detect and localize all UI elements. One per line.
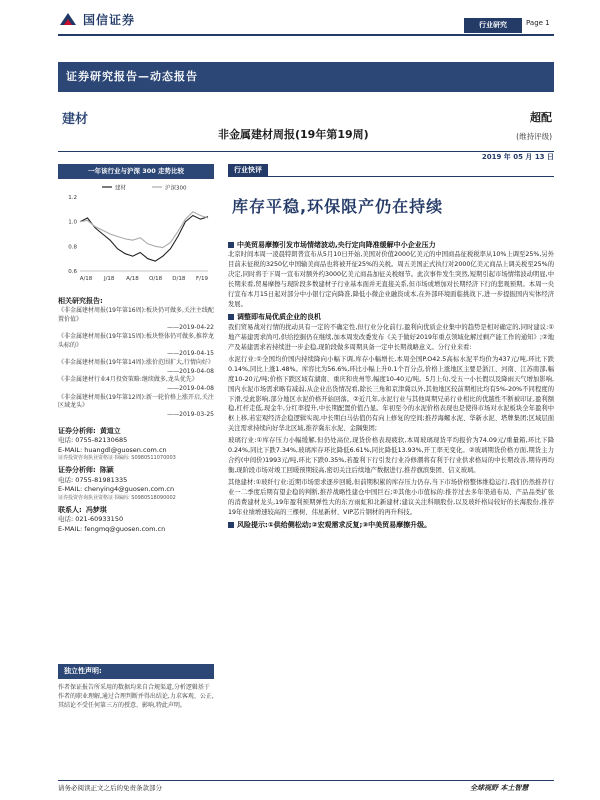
related-report-date: ——2019-03-25	[167, 411, 214, 419]
related-reports-list	[58, 307, 214, 420]
section-heading: 风险提示:①供给侧松动;②宏观需求反复;③中美贸易摩擦升级。	[237, 520, 432, 529]
report-type-banner	[58, 62, 554, 92]
contact-name: 黄道立	[99, 426, 121, 435]
contact-block	[58, 465, 214, 502]
related-report-item	[58, 359, 214, 376]
contact-heading	[58, 505, 214, 515]
contact-block	[58, 426, 214, 463]
related-report-title: 《非金属建材周报(19年第14周):涨价范围扩大,行情向好》	[58, 359, 214, 367]
related-report-date: ——2019-04-08	[167, 367, 214, 375]
contact-list	[58, 426, 214, 534]
chart-header: 一年该行业与沪深 300 走势比较	[58, 164, 214, 179]
sector-name: 建材	[62, 112, 89, 127]
contact-name: 陈颖	[99, 466, 114, 475]
y-tick-label: 0.6	[68, 269, 77, 275]
contact-phone: 电话: 0755-82130685	[58, 436, 128, 445]
trend-chart	[58, 179, 214, 289]
section-paragraph: 水泥行业:①全国均价国内持续降向小幅下调,库存小幅增长,本周全国P.O42.5高标水泥平均价为437元/吨,环比下跌0.14%,同比上涨1.48%。库容比为56.6%,环比小幅上升0.1个百分点,价格上涨地区主要是浙江、河南、江苏南部,幅度10-20元/吨;价格下跌区域有湖南、重庆和贵州等,幅度10-40元/吨。5月上旬,受五一小长假以及降雨天气增加影响,国内水泥市场需求略有减弱,从企业出货情况看,除长三角和京津冀以外,其他地区较前期相比均有5%-20%不同程度的下滑,受此影响,部分地区水泥价格开始回落。②近几年,水泥行业与其他周期兄弟行业相比的优越性不断被印证,盈利额稳,杠杆走低,现金牛,分红率提升,中长期配置价值凸显。年初至今的水泥价格表现也是使得市场对水泥板块全年盈利中枢上移,若宏观经济企稳逻辑实现,中长期白马估值仍有向上修复的空间;推荐海螺水泥、华新水泥、塔牌集团;区域层面关注需求持续向好华北区域,推荐冀东水泥、金隅集团;	[228, 355, 554, 433]
related-report-item	[58, 394, 214, 420]
x-tick-label: J/18	[103, 276, 115, 282]
contact-email: E-MAIL: huangdl@guosen.com.cn	[58, 445, 167, 454]
section-paragraph: 玻璃行业:①库存压力小幅缓解,但仍处高位,现货价格表现疲软,本周玻璃现货平均报价为74.09元/重量箱,环比下降0.24%,同比下跌7.34%,玻璃库存环比降低6.61%,同比降低13.93%,开工率无变化。②玻璃期货价格方面,期货主力合约(中间价)1993元/吨,环比下跌0.35%,若盈利下行引发行业冷修潮将有利于行业供求格局的中长期改善,期待再均衡,现阶段市场对竣工回暖预期较高,密切关注后续地产数据进行,推荐旗滨集团、信义玻璃。	[228, 437, 554, 475]
disclaimer-text: 作者保证报告所采用的数据均来自合规渠道,分析逻辑基于作者的职业理解,通过合理判断并得出结论,力求客观、公正,其结论不受任何第三方的授意、影响,特此声明。	[58, 684, 214, 709]
contact-role: 证券分析师:	[58, 466, 96, 475]
y-tick-label: 0.8	[68, 244, 77, 251]
disclaimer-heading: 独立性声明:	[58, 664, 214, 679]
x-tick-label: A/18	[126, 276, 139, 282]
section-paragraph: 北京时间本周一凌晨特朗普宣布从5月10日开始,美国对价值2000亿美元的中国商品征税税率从10%上调至25%,另外目前未征税的3250亿中国输美商品也将被开征25%的关税。周五美国正式执行对2000亿美元商品上调关税至25%的决定,同时将于下周一宣布对额外约3000亿美元商品加征关税细节。此次事件发生突然,短期引起市场情绪波动明显,中长期来看,贸易摩擦与现阶段多数建材子行业基本面并无直接关系,但市场或增加对长期经济下行的悲观预期。本周一央行宣布本月15日起对部分中小银行定向降准,降低小微企业融资成本,在外部环境面临挑战下,进一步提振国内实体经济发展。	[228, 251, 554, 309]
content-sections	[228, 240, 554, 531]
related-report-item	[58, 307, 214, 333]
y-tick-label: 1.0	[68, 219, 77, 226]
content-tag-divider	[228, 176, 554, 177]
x-tick-label: D/18	[172, 276, 186, 282]
contact-email: E-MAIL: chenying4@guosen.com.cn	[58, 485, 175, 494]
series-line-建材	[80, 216, 208, 262]
headline: 库存平稳,环保限产仍在持续	[232, 196, 444, 216]
content-tag: 行业快评	[228, 164, 268, 177]
bullet-square-icon	[228, 522, 234, 528]
contact-phone: 电话: 021-60933150	[58, 515, 124, 524]
footer-disclaimer: 请务必阅读正文之后的免责条款部分	[58, 784, 162, 792]
contact-cert: 证券投资咨询执业资格证书编码: S0980511070003	[58, 455, 176, 462]
section-paragraph: 其他建材:①玻纤行业:近期市场需求逐步回暖,但前期积累的库存压力仍存,当下市场价格整体维稳运行,我们仍然推荐行业一二季度后期有望企稳的判断,推荐战略性建仓中国巨石;②其他小市值标的:推荐过去多年渠道布局、产品品类扩张的消费建材龙头,19年盈利预期弹性大的东方雨虹和北新建材;建议关注科顺股份,以及玻纤格局较好的长海股份,推荐19年业绩增速较高的三棵树、伟星新材、VIP芯片钢材的再升科技。	[228, 479, 554, 516]
section-bullet	[228, 312, 554, 323]
main-content	[228, 164, 554, 531]
contact-cert: 证券投资咨询执业资格证书编码: S0980518090002	[58, 494, 176, 501]
contact-heading	[58, 465, 214, 475]
section-bullet	[228, 240, 554, 251]
contact-name: 冯梦琪	[85, 505, 107, 514]
bullet-square-icon	[228, 242, 234, 248]
related-report-title: 《非金属建材周报(19年第12周):新一轮价格上涨开启,关注区域龙头》	[58, 393, 214, 410]
legend-label: 沪深300	[165, 185, 187, 192]
related-report-title: 《非金属建材周报(19年第15周):板块整体仍可做多,推荐龙头标的》	[58, 332, 214, 349]
bullet-square-icon	[228, 314, 234, 320]
logo-icon	[58, 11, 78, 29]
company-logo	[58, 9, 168, 31]
related-report-item	[58, 376, 214, 393]
footer-divider	[58, 780, 554, 781]
rating-sub: (维持评级)	[516, 132, 552, 141]
section-bullet	[228, 520, 554, 531]
legend-label: 建材	[115, 185, 127, 192]
company-name: 国信证券	[83, 12, 136, 27]
section-tag: 行业研究	[464, 18, 522, 33]
footer-slogan: 全球视野 本土智慧	[470, 784, 529, 792]
related-report-date: ——2019-04-15	[167, 350, 214, 358]
section-heading: 调整即布局优质企业的良机	[237, 313, 321, 322]
contact-heading	[58, 426, 214, 436]
contact-role: 证券分析师:	[58, 426, 96, 435]
rating-main: 超配	[530, 111, 552, 124]
contact-role: 联系人:	[58, 505, 82, 514]
banner-text: 证券研究报告—动态报告	[66, 70, 198, 83]
page-number: Page 1	[526, 19, 550, 27]
y-tick-label: 1.2	[68, 195, 77, 201]
title-row	[58, 106, 554, 152]
section-heading: 中美贸易摩擦引发市场情绪波动,央行定向降准缓解中小企业压力	[237, 240, 436, 249]
related-reports-heading: 相关研究报告:	[58, 297, 103, 306]
header-divider	[58, 34, 554, 36]
report-title: 非金属建材周报(19年第19周)	[218, 128, 369, 141]
x-tick-label: A/18	[79, 276, 93, 282]
related-report-date: ——2019-04-22	[167, 324, 214, 332]
left-sidebar	[58, 164, 214, 534]
contact-phone: 电话: 0755-81981335	[58, 475, 128, 484]
contact-block	[58, 505, 214, 534]
x-tick-label: O/18	[149, 276, 163, 282]
related-report-title: 《非金属建材周报(19年第16周):板块仍可做多,关注主线配置价值》	[58, 306, 214, 323]
x-tick-label: F/19	[195, 276, 209, 282]
report-date: 2019 年 05 月 13 日	[481, 153, 554, 161]
related-report-title: 《非金属建材行业4月投资策略:继续做多,龙头优先》	[58, 376, 198, 384]
section-paragraph: 我们贸易战对行情的扰动具有一定的不确定性,但行业分化前行,盈利向优质企业集中的趋势是相对确定的,同时建议:①地产基建需求尚可,供给挖掘仍在继续,加本周发改委发布《关于做好2019年重点领域化解过剩产能工作的通知》;②地产及基建需求若持续进一步企稳,现阶段做多周期具备一定中长期战略意义。分行业来看:	[228, 323, 554, 351]
related-report-item	[58, 333, 214, 359]
related-report-date: ——2019-04-08	[167, 385, 214, 393]
series-line-沪深300	[80, 212, 208, 248]
contact-email: E-MAIL: fengmq@guosen.com.cn	[58, 524, 166, 533]
